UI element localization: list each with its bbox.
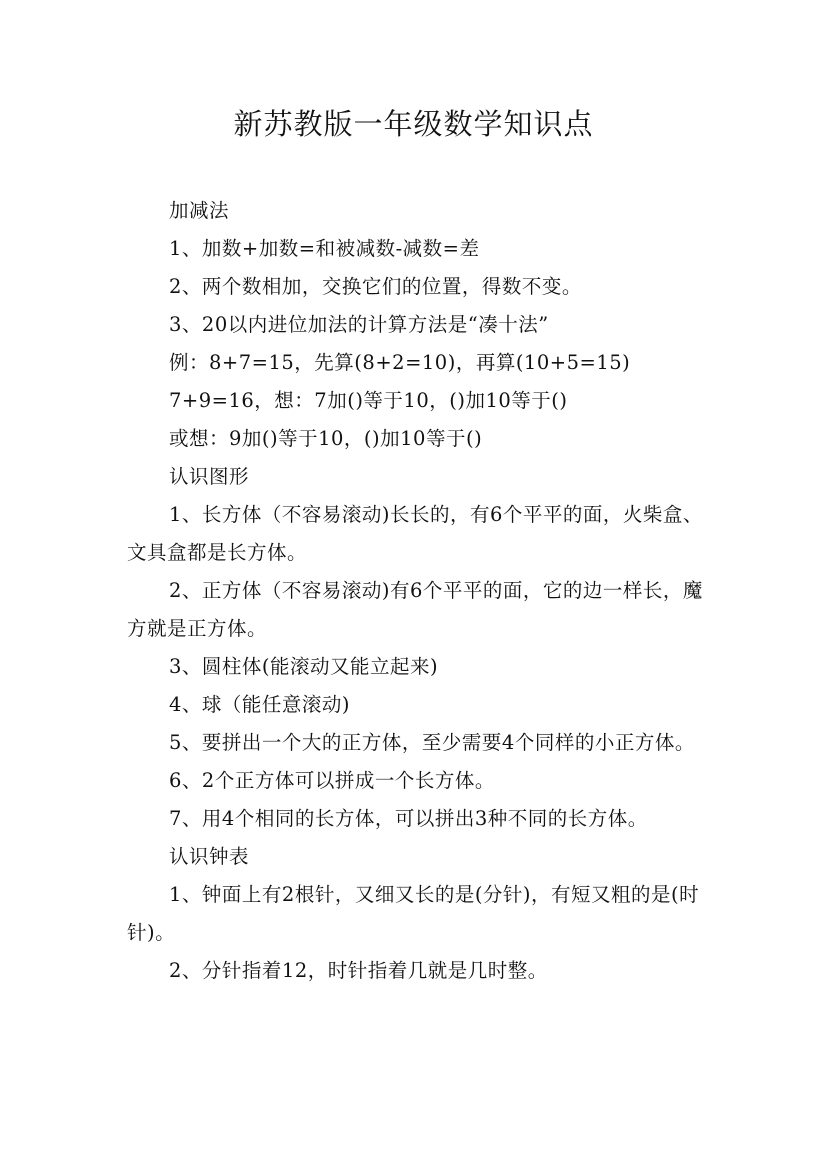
section-heading-shapes: 认识图形 bbox=[169, 465, 250, 488]
paragraph: 2、正方体（不容易滚动)有6个平平的面，它的边一样长，魔方就是正方体。 bbox=[127, 579, 703, 640]
paragraph: 7、用4个相同的长方体，可以拼出3种不同的长方体。 bbox=[169, 807, 648, 830]
paragraph: 1、加数+加数=和被减数-减数=差 bbox=[169, 237, 480, 260]
document-body bbox=[127, 192, 709, 990]
paragraph: 3、圆柱体(能滚动又能立起来) bbox=[169, 655, 439, 678]
paragraph: 1、钟面上有2根针，又细又长的是(分针)，有短又粗的是(时针)。 bbox=[127, 883, 700, 944]
paragraph: 6、2个正方体可以拼成一个长方体。 bbox=[169, 769, 495, 792]
paragraph: 2、分针指着12，时针指着几就是几时整。 bbox=[169, 959, 548, 982]
section-heading-addition-subtraction: 加减法 bbox=[169, 199, 230, 222]
paragraph: 1、长方体（不容易滚动)长长的，有6个平平的面，火柴盒、文具盒都是长方体。 bbox=[127, 503, 703, 564]
paragraph: 或想：9加()等于10，()加10等于() bbox=[169, 427, 483, 450]
paragraph: 3、20以内进位加法的计算方法是“凑十法” bbox=[169, 313, 549, 336]
document-title: 新苏教版一年级数学知识点 bbox=[233, 107, 594, 141]
paragraph: 例：8+7=15，先算(8+2=10)，再算(10+5=15) bbox=[169, 351, 631, 374]
paragraph: 4、球（能任意滚动) bbox=[169, 693, 351, 716]
paragraph: 7+9=16，想：7加()等于10，()加10等于() bbox=[169, 389, 568, 412]
paragraph: 5、要拼出一个大的正方体，至少需要4个同样的小正方体。 bbox=[169, 731, 695, 754]
section-heading-clocks: 认识钟表 bbox=[169, 845, 250, 868]
paragraph: 2、两个数相加，交换它们的位置，得数不变。 bbox=[169, 275, 582, 298]
